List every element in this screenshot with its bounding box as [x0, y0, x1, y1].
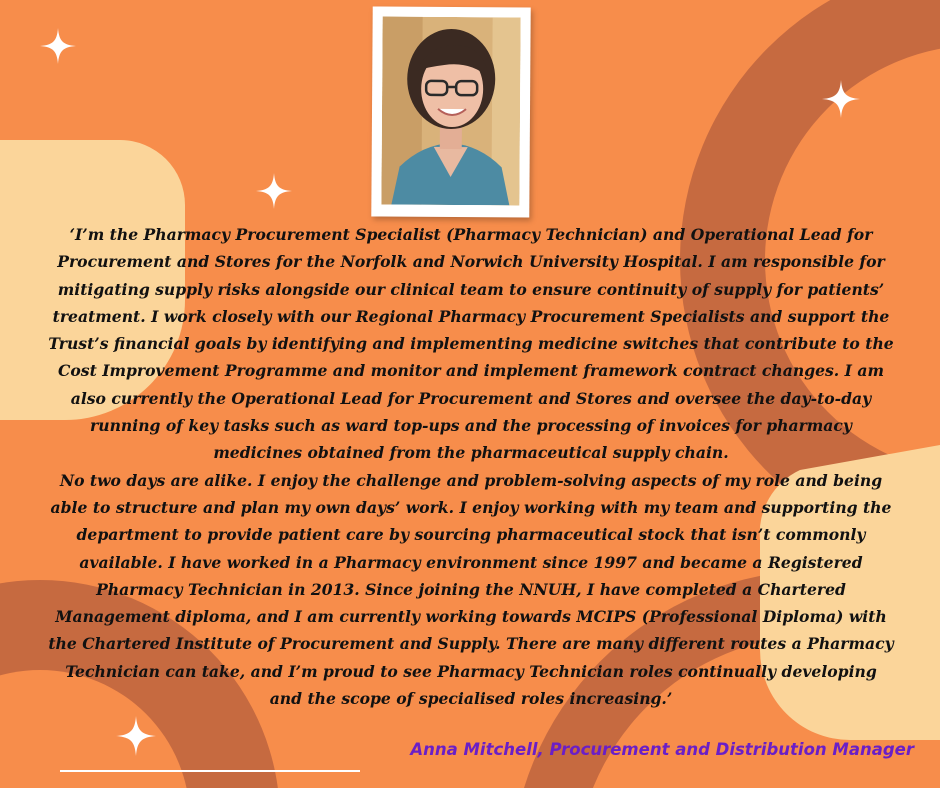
sparkle-icon [40, 28, 76, 64]
quote-paragraph-1: ‘I’m the Pharmacy Procurement Specialist (Pharmacy Technician) and Operational Lead for Procurement and Stores for the Norfolk and Norwich University Hospital. I am responsible for mitigating supply risks alongside our clinical team to ensure continuity of supply for patients’ treatment. I work closely with our Regional Pharmacy Procurement Specialists and support the Trust’s financial goals by identifying and implementing medicine switches that contribute to the Cost Improvement Programme and monitor and implement framework contract changes. I am also currently the Operational Lead for Procurement and Stores and oversee the day-to-day running of key tasks such as ward top-ups and the processing of invoices for pharmacy medicines obtained from the pharmaceutical supply chain. [48, 225, 894, 463]
sparkle-icon [116, 716, 156, 756]
quote-text [48, 221, 894, 712]
sparkle-icon [256, 173, 292, 209]
quote-paragraph-2: No two days are alike. I enjoy the challenge and problem-solving aspects of my role and being able to structure and plan my own days’ work. I enjoy working with my team and supporting the department to provide patient care by sourcing pharmaceutical stock that isn’t commonly available. I have worked in a Pharmacy environment since 1997 and became a Registered Pharmacy Technician in 2013. Since joining the NNUH, I have completed a Chartered Management diploma, and I am currently working towards MCIPS (Professional Diploma) with the Chartered Institute of Procurement and Supply. There are many different routes a Pharmacy Technician can take, and I’m proud to see Pharmacy Technician roles continually developing and the scope of specialised roles increasing.’ [48, 470, 894, 709]
sparkle-icon [822, 80, 860, 118]
photo-frame [371, 6, 530, 217]
portrait-photo [381, 17, 520, 206]
divider-line [60, 770, 360, 772]
attribution: Anna Mitchell, Procurement and Distribution Manager [410, 740, 914, 759]
